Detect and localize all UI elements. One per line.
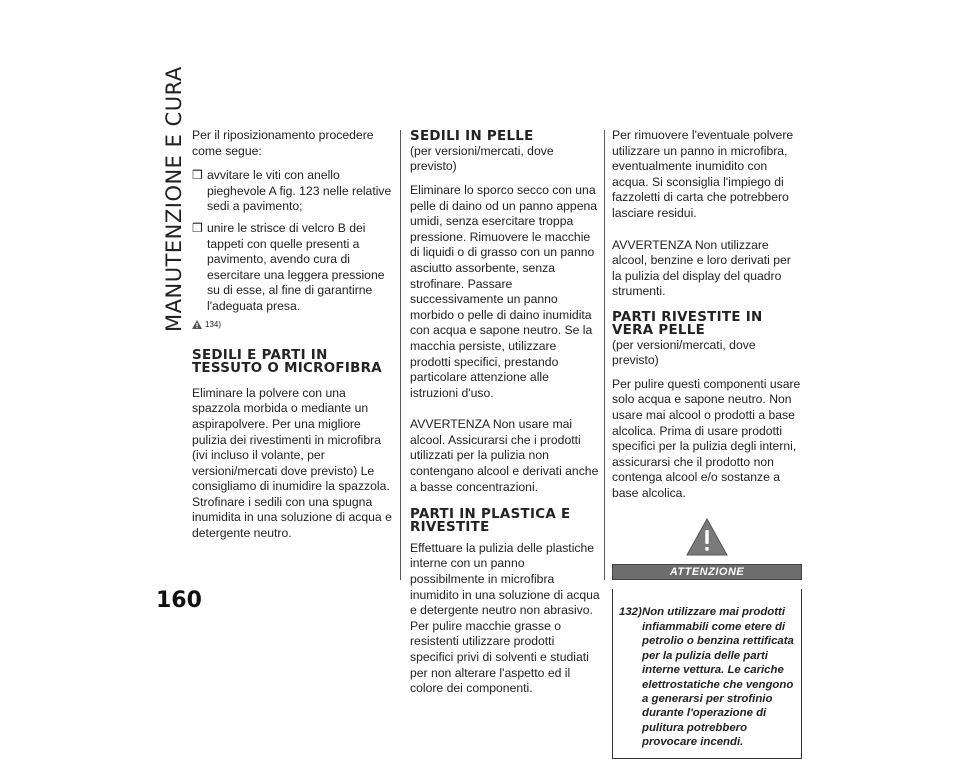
warning-triangle-icon (686, 518, 728, 556)
body-text: Eliminare la polvere con una spazzola morbida o mediante un aspirapolvere. Per una migliore pulizia dei rivestimenti in microfibra (ivi incluso il volante, per versioni/mercati dove previsto) Le consigliamo di inumidire la spazzola. Strofinare i sedili con una spugna inumidita in una soluzione di acqua e detergente neutro. (192, 385, 392, 541)
column-1 (192, 128, 392, 551)
attention-number: 132) (619, 606, 642, 619)
column-divider (400, 130, 401, 580)
column-3 (612, 128, 802, 759)
section-heading: SEDILI E PARTI IN TESSUTO O MICROFIBRA (192, 348, 382, 376)
warning-text: AVVERTENZA Non utilizzare alcool, benzine e loro derivati per la pulizia del display del quadro strumenti. (612, 237, 791, 299)
section-subtitle: (per versioni/mercati, dove previsto) (410, 143, 554, 174)
section-heading: SEDILI IN PELLE (410, 129, 534, 144)
warning-text: AVVERTENZA Non usare mai alcool. Assicurarsi che i prodotti utilizzati per la pulizia non contengano alcool e derivati anche a basse concentrazioni. (410, 417, 599, 494)
note-reference-number: 134) (205, 319, 222, 329)
column-2 (410, 128, 600, 706)
attention-text: Non utilizzare mai prodotti infiammabili come etere di petrolio o benzina rettificata per la pulizia delle parti interne vettura. Le cariche elettrostatiche che vengono a generarsi per strofinio durante l'operazione di pulitura potrebbero provocare incendi. (642, 606, 794, 749)
list-item-text: avvitare le viti con anello pieghevole A fig. 123 nelle relative sedi a pavimento; (207, 168, 392, 214)
column-divider (604, 130, 605, 580)
section-heading: PARTI RIVESTITE IN VERA PELLE (612, 309, 763, 338)
list-item (192, 168, 392, 215)
body-text: Eliminare lo sporco secco con una pelle di daino od un panno appena umidi, senza esercitare troppa pressione. Rimuovere le macchie di liquidi o di grasso con un panno asciutto assorbente, senza strofinare. Passare successivamente un panno morbido o pelle di daino inumidita con acqua e sapone neutro. Se la macchia persiste, utilizzare prodotti specifici, prestando particolare attenzione alle istruzioni d'uso. (410, 182, 598, 400)
warning-block-icon (612, 518, 802, 556)
section-label: MANUTENZIONE E CURA (162, 66, 186, 332)
checkbox-bullet-icon: ❒ (192, 168, 203, 183)
body-text: Effettuare la pulizia delle plastiche interne con un panno possibilmente in microfibra inumidito in una soluzione di acqua e detergente neutro non abrasivo. Per pulire macchie grasse o resistenti utilizzare prodotti specifici privi di solventi e studiati per non alterare l'aspetto ed il colore dei componenti. (410, 540, 600, 696)
body-text: Per rimuovere l'eventuale polvere utilizzare un panno in microfibra, eventualmente inumidito con acqua. Si sconsiglia l'impiego di fazzoletti di carta che potrebbero lasciare residui. (612, 128, 794, 220)
list-item (192, 221, 392, 315)
page-number: 160 (156, 588, 202, 613)
section-heading: PARTI IN PLASTICA E RIVESTITE (410, 507, 571, 536)
attention-box (612, 589, 802, 758)
section-subtitle: (per versioni/mercati, dove previsto) (612, 337, 756, 368)
note-reference (192, 317, 392, 333)
attention-title-bar: ATTENZIONE (612, 564, 802, 580)
list-item-text: unire le strisce di velcro B dei tappeti con quelle presenti a pavimento, avendo cura di esercitare una leggera pressione su di esse, al fine di garantirne l'adeguata presa. (207, 220, 385, 313)
intro-text: Per il riposizionamento procedere come segue: (192, 128, 374, 158)
checkbox-bullet-icon: ❒ (192, 220, 203, 235)
warning-triangle-icon (192, 320, 202, 329)
body-text: Per pulire questi componenti usare solo acqua e sapone neutro. Non usare mai alcool o prodotti a base alcolica. Prima di usare prodotti specifici per la pulizia degli interni, assicurarsi che il prodotto non contenga alcool e/o sostanze a base alcolica. (612, 376, 801, 500)
attention-item (619, 605, 797, 749)
